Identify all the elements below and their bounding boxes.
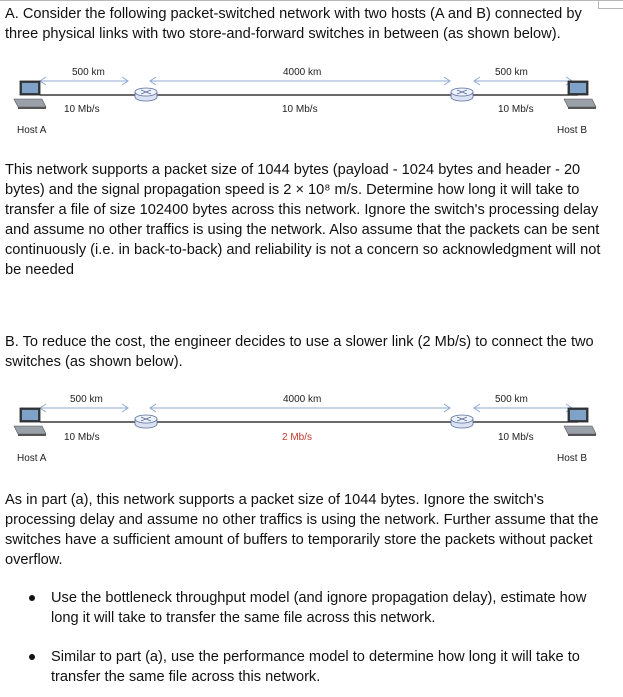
rate-label-left: 10 Mb/s	[64, 104, 100, 115]
network-diagram-a	[0, 55, 623, 140]
distance-label-middle: 4000 km	[283, 67, 322, 78]
part-b-bullet-list	[0, 588, 620, 687]
host-b-computer-icon	[564, 81, 596, 109]
distance-arrow-right	[474, 404, 572, 412]
host-b-computer-icon	[564, 408, 596, 436]
distance-label-left: 500 km	[70, 394, 103, 405]
switch-right-icon	[451, 415, 473, 428]
rate-label-right: 10 Mb/s	[498, 432, 534, 443]
part-a-body: This network supports a packet size of 1044 bytes (payload - 1024 bytes and header - 20 bytes) and the signal propagation speed is 2 × 10⁸ m/s. Determine how long it will take to transfer a file of size 102400 bytes across this network. Ignore the switch's processing delay and assume no other traffics is using the network. Also assume that the packets can be sent continuously (i.e. in back-to-back) and reliability is not a concern so acknowledgment will not be needed	[5, 162, 601, 278]
distance-arrow-left	[40, 77, 128, 85]
host-a-label: Host A	[17, 453, 47, 464]
bullet-dot-icon	[29, 595, 35, 601]
top-border	[0, 0, 623, 1]
switch-right-icon	[451, 88, 473, 101]
network-diagram-b	[0, 382, 623, 467]
distance-arrow-middle	[150, 77, 450, 85]
distance-arrow-left	[40, 404, 128, 412]
distance-label-right: 500 km	[495, 67, 528, 78]
bullet-text: Similar to part (a), use the performance model to determine how long it will take to transfer the same file across this network.	[51, 649, 580, 685]
distance-arrow-middle	[150, 404, 450, 412]
distance-label-right: 500 km	[495, 394, 528, 405]
rate-label-middle-slow: 2 Mb/s	[282, 432, 313, 443]
host-b-label: Host B	[557, 453, 588, 464]
rate-label-left: 10 Mb/s	[64, 432, 100, 443]
switch-left-icon	[135, 88, 157, 101]
switch-left-icon	[135, 415, 157, 428]
distance-label-left: 500 km	[72, 67, 105, 78]
host-b-label: Host B	[557, 125, 588, 136]
part-b-body: As in part (a), this network supports a packet size of 1044 bytes. Ignore the switch's processing delay and assume no other traffics is using the network. Further assume that the switches have a sufficient amount of buffers to temporarily store the packets without packet overflow.	[5, 492, 599, 568]
rate-label-right: 10 Mb/s	[498, 104, 534, 115]
part-a-question: A. Consider the following packet-switched network with two hosts (A and B) connected by three physical links with two store-and-forward switches in between (as shown below).	[5, 6, 582, 42]
bullet-text: Use the bottleneck throughput model (and ignore propagation delay), estimate how long it will take to transfer the same file across this network.	[51, 590, 587, 626]
host-a-label: Host A	[17, 125, 47, 136]
list-item	[0, 588, 601, 628]
distance-arrow-right	[474, 77, 572, 85]
bullet-dot-icon	[29, 654, 35, 660]
distance-label-middle: 4000 km	[283, 394, 322, 405]
part-b-question: B. To reduce the cost, the engineer decides to use a slower link (2 Mb/s) to connect the two switches (as shown below).	[5, 334, 594, 370]
rate-label-middle: 10 Mb/s	[282, 104, 318, 115]
list-item	[0, 647, 601, 687]
